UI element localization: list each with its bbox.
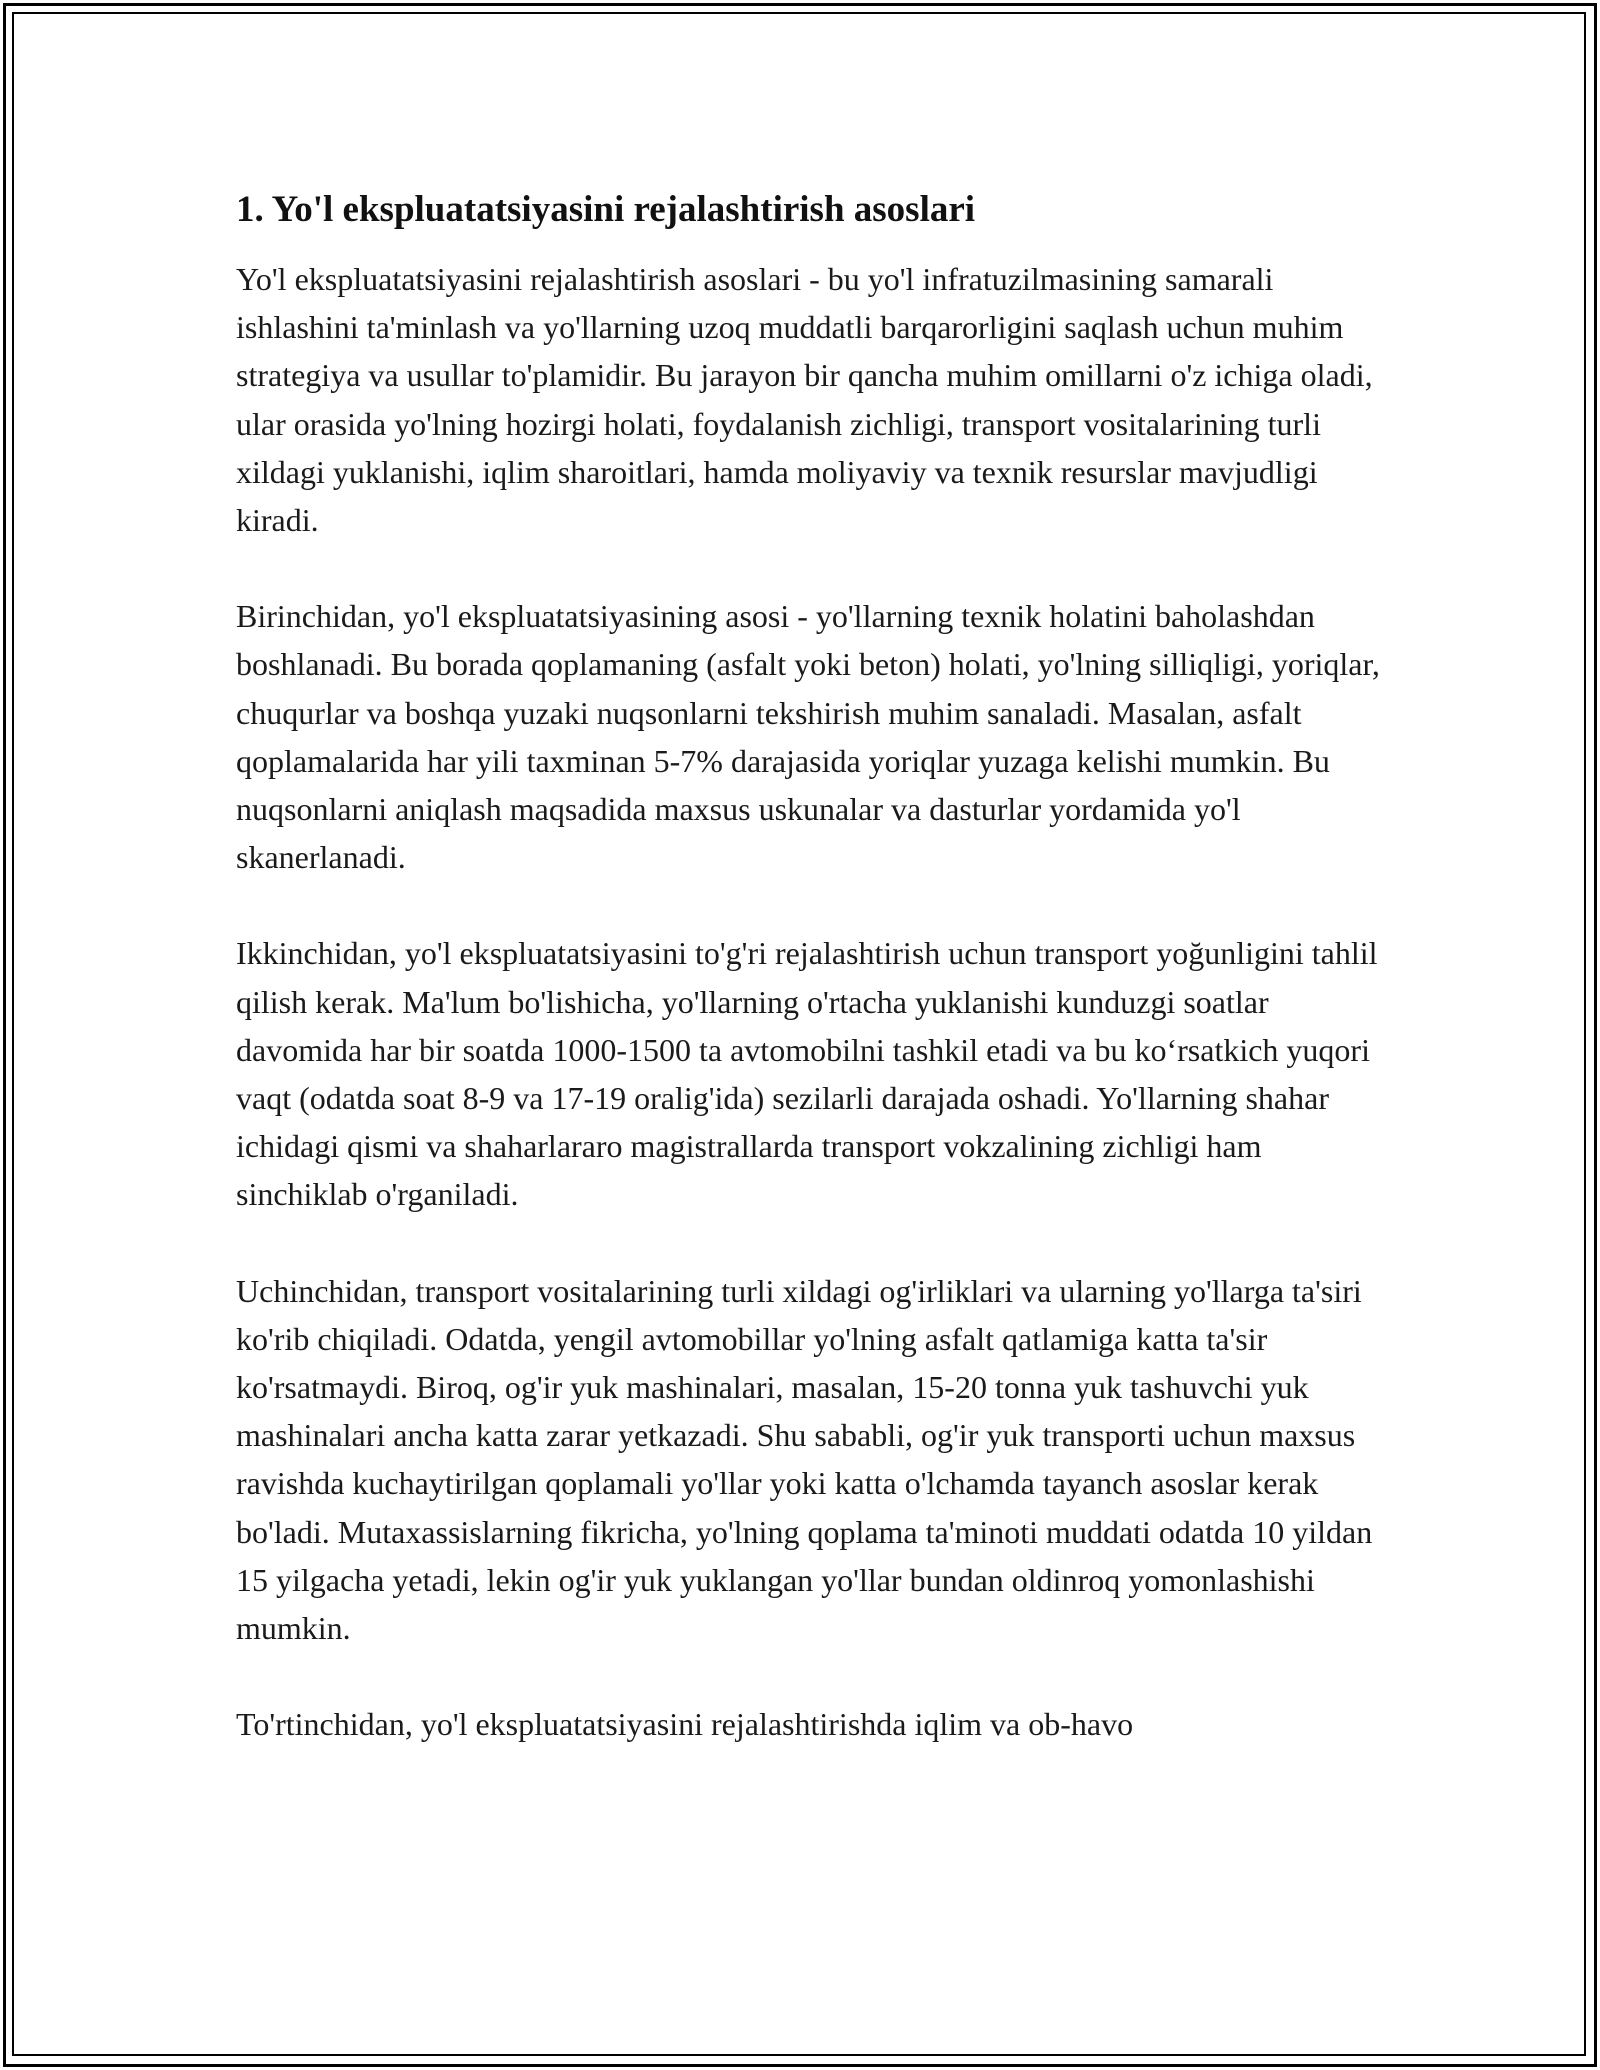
paragraph-fourth: To'rtinchidan, yo'l ekspluatatsiyasini rejalashtirishda iqlim va ob-havo xyxy=(236,1706,1134,1743)
paragraph-second: Ikkinchidan, yo'l ekspluatatsiyasini to'g'ri rejalashtirish uchun transport yoğunligini tahlil qilish kerak. Ma'lum bo'lishicha, yo'llarning o'rtacha yuklanishi kunduzgi soatlar davomida har bir soatda 1000-1500 ta avtomobilni tashkil etadi va bu ko‘rsatkich yuqori vaqt (odatda soat 8-9 va 17-19 oralig'ida) sezilarli darajada oshadi. Yo'llarning shahar ichidagi qismi va shaharlararo magistrallarda transport vokzalining zichligi ham sinchiklab o'rganiladi. xyxy=(236,935,1378,1213)
section-heading: 1. Yo'l ekspluatatsiyasini rejalashtirish asoslari xyxy=(236,189,976,230)
paragraph-first: Birinchidan, yo'l ekspluatatsiyasining asosi - yo'llarning texnik holatini baholashdan boshlanadi. Bu borada qoplamaning (asfalt yoki beton) holati, yo'lning silliqligi, yoriqlar, chuqurlar va boshqa yuzaki nuqsonlarni tekshirish muhim sanaladi. Masalan, asfalt qoplamalarida har yili taxminan 5-7% darajasida yoriqlar yuzaga kelishi mumkin. Bu nuqsonlarni aniqlash maqsadida maxsus uskunalar va dasturlar yordamida yo'l skanerlanadi. xyxy=(236,598,1380,876)
document-body xyxy=(236,186,1386,1796)
paragraph-intro: Yo'l ekspluatatsiyasini rejalashtirish asoslari - bu yo'l infratuzilmasining samarali ishlashini ta'minlash va yo'llarning uzoq muddatli barqarorligini saqlash uchun muhim strategiya va usullar to'plamidir. Bu jarayon bir qancha muhim omillarni o'z ichiga oladi, ular orasida yo'lning hozirgi holati, foydalanish zichligi, transport vositalarining turli xildagi yuklanishi, iqlim sharoitlari, hamda moliyaviy va texnik resurslar mavjudligi kiradi. xyxy=(236,261,1373,539)
paragraph-third: Uchinchidan, transport vositalarining turli xildagi og'irliklari va ularning yo'llarga ta'siri ko'rib chiqiladi. Odatda, yengil avtomobillar yo'lning asfalt qatlamiga katta ta'sir ko'rsatmaydi. Biroq, og'ir yuk mashinalari, masalan, 15-20 tonna yuk tashuvchi yuk mashinalari ancha katta zarar yetkazadi. Shu sababli, og'ir yuk transporti uchun maxsus ravishda kuchaytirilgan qoplamali yo'llar yoki katta o'lchamda tayanch asoslar kerak bo'ladi. Mutaxassislarning fikricha, yo'lning qoplama ta'minoti muddati odatda 10 yildan 15 yilgacha yetadi, lekin og'ir yuk yuklangan yo'llar bundan oldinroq yomonlashishi mumkin. xyxy=(236,1272,1373,1647)
